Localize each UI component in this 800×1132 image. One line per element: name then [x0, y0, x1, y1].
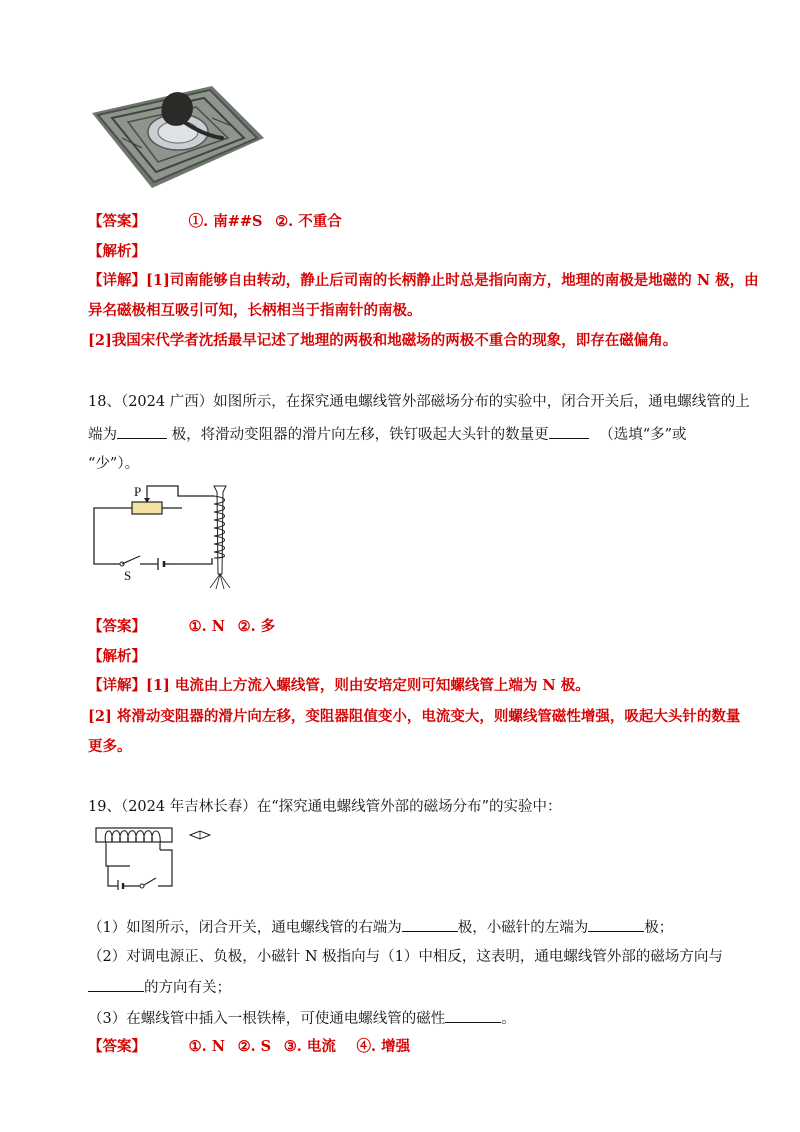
analysis-label: 【解析】 — [88, 648, 146, 665]
answer-item: ①. N — [188, 1038, 225, 1055]
q19-question-line — [88, 1008, 516, 1029]
q18-question-line — [88, 424, 687, 445]
q18-question-line: “少”）。 — [88, 456, 140, 472]
detail-text: [2]我国宋代学者沈括最早记述了地理的两极和地磁场的两极不重合的现象，即存在磁偏角。 — [88, 332, 678, 349]
answer-label: 【答案】 — [88, 1038, 146, 1055]
q17-answer-row — [88, 212, 342, 232]
q19-text: （3）在螺线管中插入一根铁棒，可使通电螺线管的磁性 — [88, 1011, 446, 1027]
q19-question-line: （2）对调电源正、负极，小磁针 N 极指向与（1）中相反，这表明，通电螺线管外部的磁场方向与 — [88, 949, 723, 965]
q19-question-line — [88, 977, 231, 998]
q19-question-line: 19、（2024 年吉林长春）在“探究通电螺线管外部的磁场分布”的实验中： — [88, 799, 562, 815]
detail-text: 异名磁极相互吸引可知，长柄相当于指南针的南极。 — [88, 302, 422, 319]
answer-blank — [588, 917, 644, 932]
q18-text: 端为 — [88, 427, 117, 443]
answer-blank — [402, 917, 458, 932]
label-s: S — [124, 568, 132, 583]
q19-question-line — [88, 917, 673, 938]
answer-label: 【答案】 — [88, 618, 146, 635]
q19-answer-row — [88, 1037, 410, 1057]
detail-text: [2] 将滑动变阻器的滑片向左移，变阻器阻值变小，电流变大，则螺线管磁性增强，吸起大头针的数量 — [88, 708, 741, 725]
answer-item: ③. 电流 — [283, 1038, 336, 1055]
answer-item: ②. S — [237, 1038, 272, 1055]
q19-text: 的方向有关； — [144, 980, 231, 996]
detail-text: 【详解】[1]司南能够自由转动，静止后司南的长柄静止时总是指向南方，地理的南极是地磁的 N 极，由 — [88, 272, 759, 289]
answer-blank — [549, 424, 589, 439]
answer-item: ①. N — [188, 618, 225, 635]
q18-answer-row — [88, 617, 275, 637]
q19-text: 极； — [644, 920, 674, 936]
answer-blank — [445, 1008, 501, 1023]
answer-item: ②. 不重合 — [275, 213, 342, 230]
answer-blank — [88, 977, 144, 992]
q19-solenoid-diagram — [92, 822, 222, 890]
answer-item: ①. 南##S — [188, 213, 263, 230]
answer-item: ④. 增强 — [356, 1038, 411, 1055]
answer-item: ②. 多 — [237, 618, 276, 635]
q18-text: （选填“多”或 — [599, 427, 687, 443]
q19-text: （1）如图所示，闭合开关，通电螺线管的右端为 — [88, 920, 402, 936]
detail-text: 更多。 — [88, 738, 132, 755]
sinan-compass-image — [92, 78, 264, 188]
q19-text: 。 — [501, 1011, 516, 1027]
answer-label: 【答案】 — [88, 213, 146, 230]
analysis-label: 【解析】 — [88, 243, 146, 260]
detail-text: 【详解】[1] 电流由上方流入螺线管，则由安培定则可知螺线管上端为 N 极。 — [88, 677, 590, 694]
label-p: P — [134, 484, 142, 499]
answer-blank — [117, 424, 167, 439]
q18-question-line: 18、（2024 广西）如图所示，在探究通电螺线管外部磁场分布的实验中，闭合开关后，通电螺线管的上 — [88, 394, 750, 410]
q18-circuit-diagram — [92, 478, 242, 590]
q19-text: 极，小磁针的左端为 — [457, 920, 589, 936]
q18-text: 极，将滑动变阻器的滑片向左移，铁钉吸起大头针的数量更 — [171, 427, 549, 443]
